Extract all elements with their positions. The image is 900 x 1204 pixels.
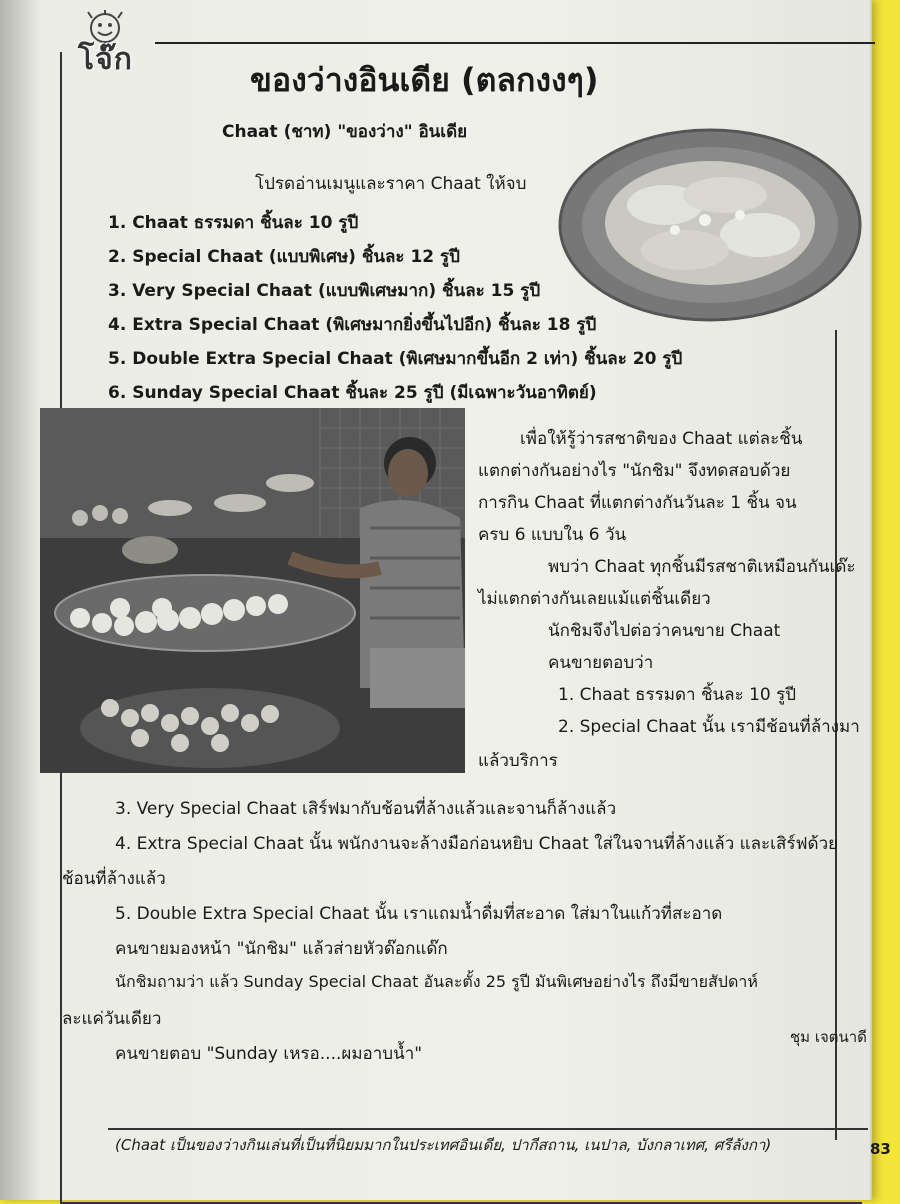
story-line: ช้อนที่ล้างแล้ว: [62, 869, 166, 889]
story-line: ละแค่วันเดียว: [62, 1009, 162, 1029]
menu-item: 4. Extra Special Chaat (พิเศษมากยิ่งขึ้นไปอีก) ชิ้นละ 18 รูปี: [108, 315, 597, 335]
story-line: 4. Extra Special Chaat นั้น พนักงานจะล้างมือก่อนหยิบ Chaat ใส่ในจานที่ล้างแล้ว และเสิร์ฟด้วย: [115, 834, 839, 854]
menu-item: 3. Very Special Chaat (แบบพิเศษมาก) ชิ้นละ 15 รูปี: [108, 281, 541, 301]
footnote-caption: (Chaat เป็นของว่างกินเล่นที่เป็นที่นิยมมากในประเทศอินเดีย, ปากีสถาน, เนปาล, บังกลาเทศ, ศรีลังกา): [115, 1136, 772, 1154]
page-title: ของว่างอินเดีย (ตลกงงๆ): [250, 61, 599, 99]
chaat-plate-photo: [555, 125, 865, 325]
story-line: พบว่า Chaat ทุกชิ้นมีรสชาติเหมือนกันเด๊ะ: [548, 557, 856, 577]
author-name: ชุม เจตนาดี: [790, 1028, 867, 1046]
page-subtitle: Chaat (ชาท) "ของว่าง" อินเดีย: [222, 122, 468, 142]
story-line: นักชิมถามว่า แล้ว Sunday Special Chaat อันละตั้ง 25 รูปี มันพิเศษอย่างไร ถึงมีขายสัปดาห์: [115, 972, 758, 991]
story-line: เพื่อให้รู้ว่ารสชาติของ Chaat แต่ละชิ้น: [520, 429, 803, 449]
story-line: แตกต่างกันอย่างไร "นักชิม" จึงทดสอบด้วย: [478, 461, 791, 481]
story-line: นักชิมจึงไปต่อว่าคนขาย Chaat: [548, 621, 781, 641]
menu-item: 6. Sunday Special Chaat ชิ้นละ 25 รูปี (มีเฉพาะวันอาทิตย์): [108, 383, 597, 403]
menu-item: 2. Special Chaat (แบบพิเศษ) ชิ้นละ 12 รูปี: [108, 247, 460, 267]
menu-item: 1. Chaat ธรรมดา ชิ้นละ 10 รูปี: [108, 213, 359, 233]
menu-item: 5. Double Extra Special Chaat (พิเศษมากขึ้นอีก 2 เท่า) ชิ้นละ 20 รูปี: [108, 349, 683, 369]
story-line: คนขายตอบว่า: [548, 653, 654, 673]
page-gutter-shadow: [0, 0, 40, 1200]
street-vendor-photo: [40, 408, 465, 773]
punchline: คนขายตอบ "Sunday เหรอ....ผมอาบน้ำ": [115, 1044, 423, 1064]
story-line: ครบ 6 แบบใน 6 วัน: [478, 525, 627, 545]
page-number: 83: [870, 1140, 891, 1158]
story-line: แล้วบริการ: [478, 751, 558, 771]
story-line: 2. Special Chaat นั้น เรามีช้อนที่ล้างมา: [558, 717, 860, 737]
story-line: 1. Chaat ธรรมดา ชิ้นละ 10 รูปี: [558, 685, 797, 705]
story-line: คนขายมองหน้า "นักชิม" แล้วส่ายหัวด๊อกแด๊ก: [115, 939, 448, 959]
story-line: การกิน Chaat ที่แตกต่างกันวันละ 1 ชิ้น จน: [478, 493, 797, 513]
footer-rule: [108, 1128, 868, 1130]
header-rule: [155, 42, 875, 44]
story-line: ไม่แตกต่างกันเลยแม้แต่ชิ้นเดียว: [478, 589, 711, 609]
brand-logo-text: โจ๊ก: [78, 42, 133, 77]
story-line: 5. Double Extra Special Chaat นั้น เราแถมน้ำดื่มที่สะอาด ใส่มาในแก้วที่สะอาด: [115, 904, 723, 924]
story-line: 3. Very Special Chaat เสิร์ฟมากับช้อนที่ล้างแล้วและจานก็ล้างแล้ว: [115, 799, 617, 819]
menu-intro: โปรดอ่านเมนูและราคา Chaat ให้จบ: [255, 174, 527, 194]
